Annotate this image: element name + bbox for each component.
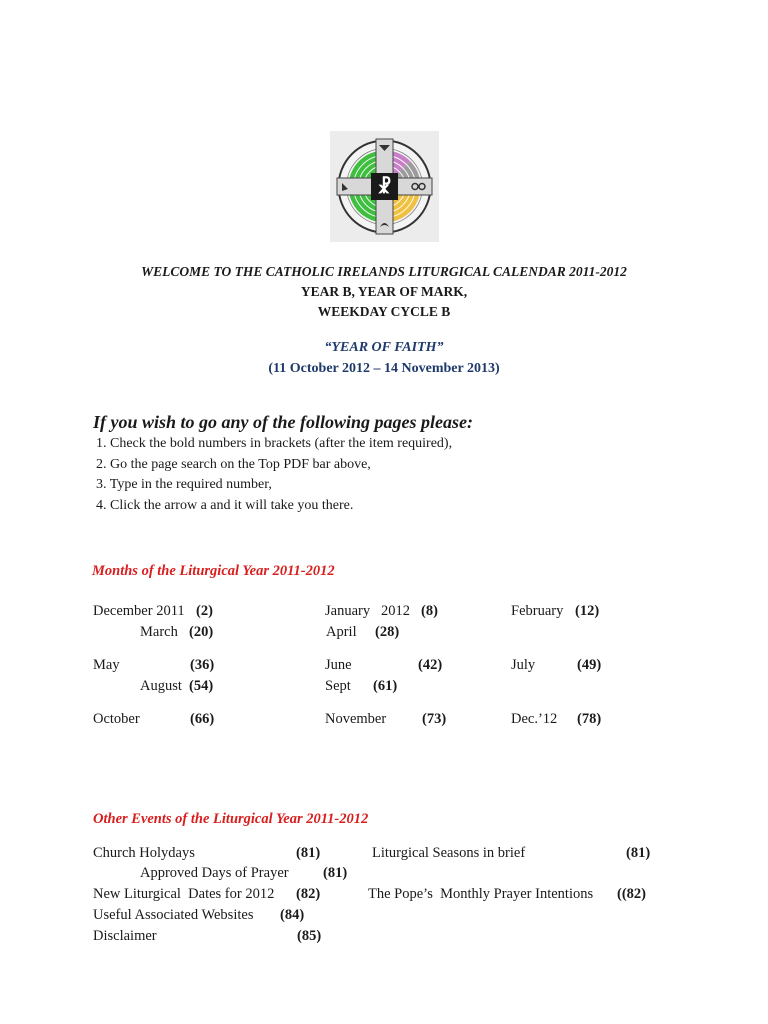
event-page-approved-days: (81) — [323, 865, 348, 881]
instruction-step: 4. Click the arrow a and it will take you there. — [96, 497, 354, 513]
month-name-sept[interactable]: Sept — [325, 678, 351, 694]
welcome-heading — [0, 262, 768, 322]
month-name-february[interactable]: February — [511, 603, 564, 619]
month-name-june[interactable]: June — [325, 657, 352, 673]
events-heading: Other Events of the Liturgical Year 2011-2012 — [93, 811, 369, 827]
month-page-march: (20) — [189, 624, 214, 640]
month-name-may[interactable]: May — [93, 657, 120, 673]
instruction-step: 3. Type in the required number, — [96, 477, 272, 492]
month-name-january[interactable]: January 2012 — [325, 603, 410, 619]
year-of-faith-title: “YEAR OF FAITH” — [324, 340, 444, 355]
month-name-december-2012[interactable]: Dec.’12 — [511, 711, 558, 727]
month-page-may: (36) — [190, 657, 215, 673]
svg-text:☧: ☧ — [377, 177, 392, 198]
event-page-liturgical-seasons: (81) — [626, 845, 651, 861]
event-page-useful-websites: (84) — [280, 907, 305, 923]
event-name-disclaimer[interactable]: Disclaimer — [93, 928, 157, 944]
event-page-new-liturgical-dates: (82) — [296, 886, 321, 902]
event-name-new-liturgical-dates[interactable]: New Liturgical Dates for 2012 — [93, 886, 275, 902]
months-heading: Months of the Liturgical Year 2011-2012 — [92, 563, 335, 579]
instruction-step: 1. Check the bold numbers in brackets (after the item required), — [96, 436, 453, 451]
month-name-july[interactable]: July — [511, 657, 536, 673]
year-of-faith-dates: (11 October 2012 – 14 November 2013) — [268, 361, 500, 376]
event-name-pope-prayer-intentions[interactable]: The Pope’s Monthly Prayer Intentions — [368, 886, 594, 902]
month-page-december-2012: (78) — [577, 711, 602, 727]
instructions-heading: If you wish to go any of the following pages please: — [93, 412, 474, 432]
month-name-march[interactable]: March — [140, 624, 178, 640]
month-page-june: (42) — [418, 657, 443, 673]
month-page-sept: (61) — [373, 678, 398, 694]
month-page-december: (2) — [196, 603, 213, 619]
month-page-november: (73) — [422, 711, 447, 727]
month-page-february: (12) — [575, 603, 600, 619]
event-name-church-holydays[interactable]: Church Holydays — [93, 845, 195, 861]
welcome-cycle: WEEKDAY CYCLE B — [317, 304, 451, 319]
month-page-october: (66) — [190, 711, 215, 727]
year-of-faith — [0, 337, 768, 379]
month-page-april: (28) — [375, 624, 400, 640]
event-name-useful-websites[interactable]: Useful Associated Websites — [93, 907, 254, 923]
event-name-approved-days[interactable]: Approved Days of Prayer — [140, 865, 289, 881]
liturgical-wheel-logo — [330, 131, 439, 242]
welcome-title: WELCOME TO THE CATHOLIC IRELANDS LITURGICAL CALENDAR 2011-2012 — [141, 264, 627, 279]
month-page-january: (8) — [421, 603, 438, 619]
month-name-august[interactable]: August — [140, 678, 182, 694]
month-name-october[interactable]: October — [93, 711, 140, 727]
month-page-august: (54) — [189, 678, 214, 694]
month-name-december[interactable]: December 2011 — [93, 603, 185, 619]
month-page-july: (49) — [577, 657, 602, 673]
event-name-liturgical-seasons[interactable]: Liturgical Seasons in brief — [372, 845, 526, 861]
liturgical-wheel-icon — [330, 131, 439, 242]
welcome-year: YEAR B, YEAR OF MARK, — [300, 284, 468, 299]
event-page-disclaimer: (85) — [297, 928, 322, 944]
event-page-church-holydays: (81) — [296, 845, 321, 861]
event-page-pope-prayer-intentions: ((82) — [617, 886, 646, 902]
instructions-list — [96, 434, 452, 516]
month-name-april[interactable]: April — [326, 624, 357, 640]
instruction-step: 2. Go the page search on the Top PDF bar above, — [96, 456, 371, 472]
month-name-november[interactable]: November — [325, 711, 387, 727]
